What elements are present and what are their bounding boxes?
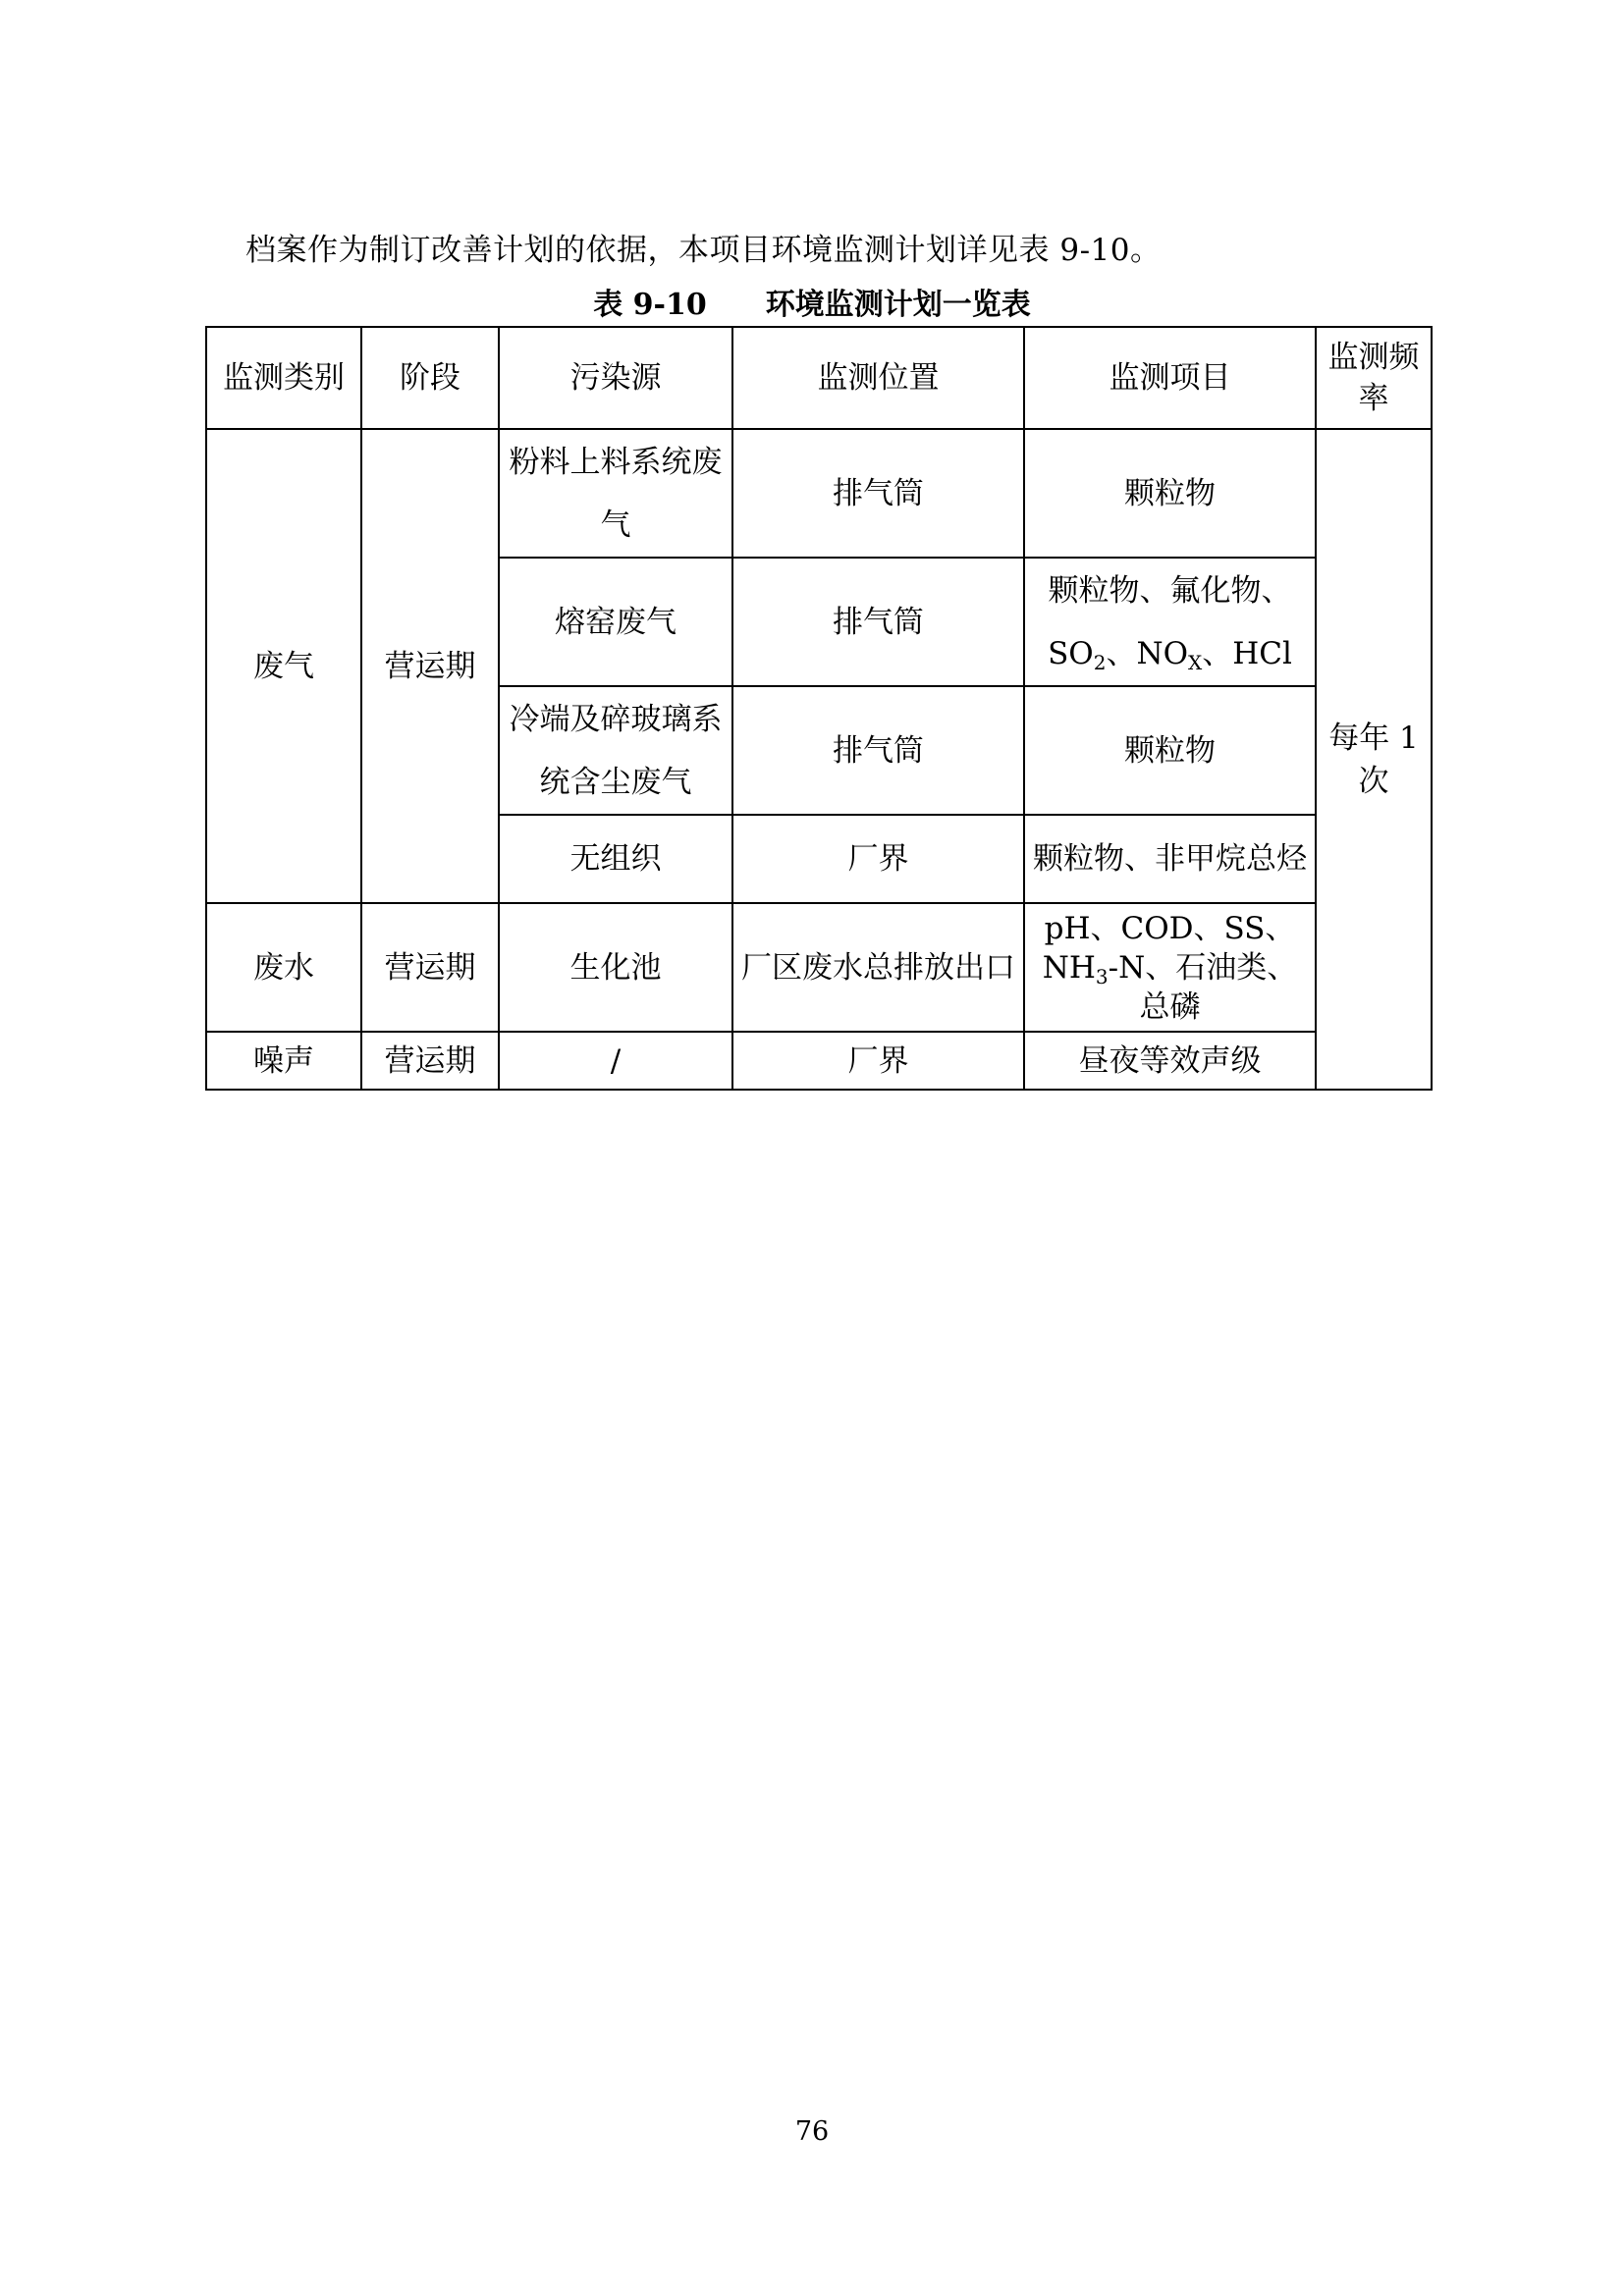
- items-line: pH、COD、SS、: [1044, 910, 1296, 946]
- intro-paragraph: 档案作为制订改善计划的依据，本项目环境监测计划详见表 9-10。: [245, 233, 1162, 268]
- monitoring-plan-table: [205, 326, 1433, 1091]
- table-header-row: [206, 327, 1432, 429]
- location-cell: 厂界: [732, 815, 1024, 903]
- formula-no: 、NO: [1106, 635, 1188, 671]
- table-row: [206, 903, 1432, 1032]
- table-caption: [0, 280, 1624, 323]
- items-cell: 颗粒物: [1024, 429, 1316, 558]
- source-cell: 无组织: [499, 815, 732, 903]
- items-line: [1043, 950, 1298, 986]
- formula-subscript: X: [1188, 650, 1203, 674]
- table-row: [206, 1032, 1432, 1090]
- source-cell: /: [499, 1032, 732, 1090]
- stage-cell: 营运期: [361, 429, 499, 903]
- table-caption-number: 表 9-10: [593, 288, 707, 322]
- category-cell: 废气: [206, 429, 361, 903]
- location-cell: 排气筒: [732, 558, 1024, 686]
- formula-nh: NH: [1042, 949, 1096, 986]
- header-cell: 监测频率: [1316, 327, 1432, 429]
- table-row: [206, 429, 1432, 558]
- category-cell: 噪声: [206, 1032, 361, 1090]
- formula-subscript: 2: [1093, 650, 1107, 674]
- location-cell: 厂界: [732, 1032, 1024, 1090]
- source-cell: 冷端及碎玻璃系统含尘废气: [499, 686, 732, 815]
- formula-subscript: 3: [1095, 964, 1109, 988]
- frequency-cell: 每年 1 次: [1316, 429, 1432, 1090]
- items-cell: 颗粒物: [1024, 686, 1316, 815]
- header-cell: 监测位置: [732, 327, 1024, 429]
- header-cell: 监测项目: [1024, 327, 1316, 429]
- source-cell: 生化池: [499, 903, 732, 1032]
- page-number: 76: [794, 2116, 830, 2147]
- items-line: [1048, 635, 1292, 674]
- source-cell: 粉料上料系统废气: [499, 429, 732, 558]
- items-line: 颗粒物、氟化物、: [1048, 572, 1292, 609]
- location-cell: 排气筒: [732, 429, 1024, 558]
- formula-so: SO: [1048, 635, 1094, 671]
- formula-rest: -N、石油类、: [1108, 949, 1298, 986]
- items-cell: [1024, 903, 1316, 1032]
- stage-cell: 营运期: [361, 1032, 499, 1090]
- location-cell: 排气筒: [732, 686, 1024, 815]
- items-cell: 昼夜等效声级: [1024, 1032, 1316, 1090]
- items-cell: 颗粒物、非甲烷总烃: [1024, 815, 1316, 903]
- header-cell: 污染源: [499, 327, 732, 429]
- header-cell: 阶段: [361, 327, 499, 429]
- table-caption-title: 环境监测计划一览表: [765, 288, 1031, 322]
- formula-hcl: 、HCl: [1202, 635, 1292, 671]
- items-cell: [1024, 558, 1316, 686]
- stage-cell: 营运期: [361, 903, 499, 1032]
- category-cell: 废水: [206, 903, 361, 1032]
- header-cell: 监测类别: [206, 327, 361, 429]
- items-line: 总磷: [1139, 988, 1201, 1025]
- location-cell: 厂区废水总排放出口: [732, 903, 1024, 1032]
- source-cell: 熔窑废气: [499, 558, 732, 686]
